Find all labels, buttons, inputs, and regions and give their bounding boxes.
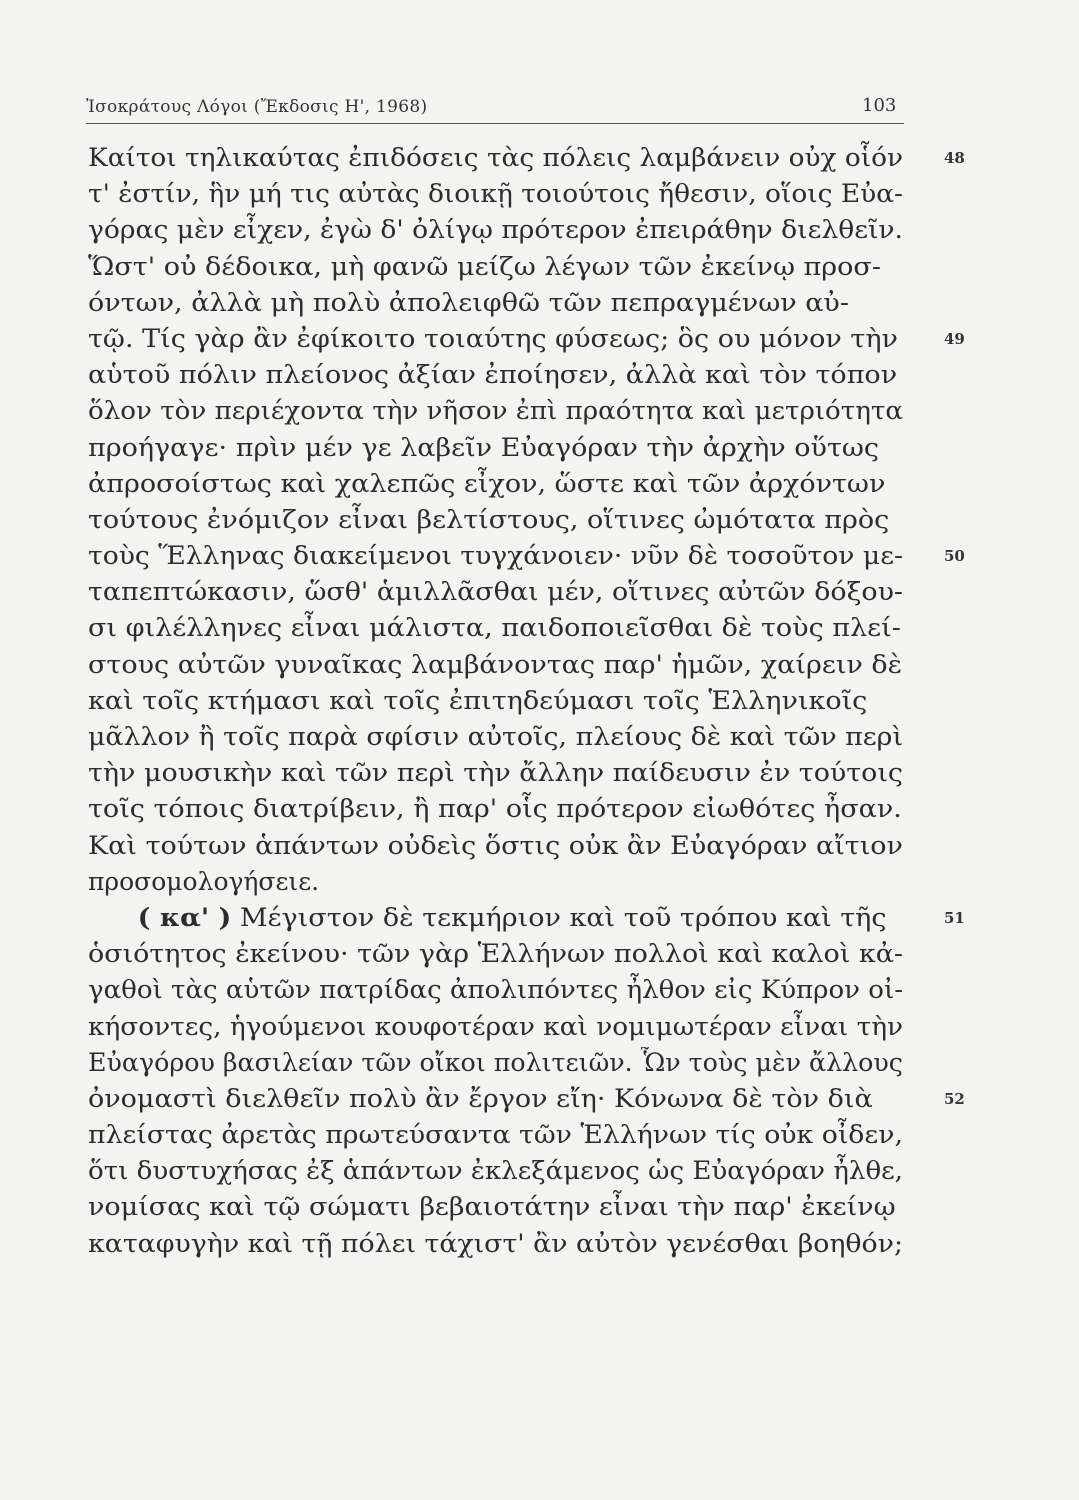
text-line-content	[88, 574, 903, 610]
line-text: ὅλον τὸν περιέχοντα τὴν νῆσον ἐπὶ πραότητα καὶ μετριότητα	[88, 396, 903, 426]
text-line	[88, 393, 918, 429]
text-line-content	[88, 1009, 903, 1045]
text-line	[88, 1081, 965, 1117]
line-text: γόρας μὲν εἶχεν, ἐγὼ δ' ὀλίγῳ πρότερον ἐπειράθην διελθεῖν.	[88, 215, 903, 245]
text-line	[88, 755, 918, 791]
text-line-content	[88, 791, 902, 827]
text-line	[88, 1189, 918, 1225]
text-line-content	[88, 900, 886, 936]
line-text: Εὐαγόρου βασιλείαν τῶν οἴκοι πολιτειῶν. Ὧν τοὺς μὲν ἄλλους	[88, 1047, 903, 1077]
line-text: Καὶ τούτων ἁπάντων οὐδεὶς ὅστις οὐκ ἂν Εὐαγόραν αἴτιον	[88, 830, 903, 860]
line-text: γαθοὶ τὰς αὑτῶν πατρίδας ἀπολιπόντες ἦλθον εἰς Κύπρον οἰ-	[88, 975, 904, 1005]
text-line	[88, 828, 918, 864]
text-line	[88, 791, 918, 827]
text-line	[88, 900, 965, 936]
line-text: όντων, ἀλλὰ μὴ πολὺ ἀπολειφθῶ τῶν πεπραγμένων αὐ-	[88, 287, 849, 317]
running-header-title: Ἰσοκράτους Λόγοι (Ἔκδοσις Η', 1968)	[86, 97, 428, 117]
text-line	[88, 1009, 918, 1045]
text-line	[88, 610, 918, 646]
margin-section-number: 48	[944, 149, 965, 167]
text-line	[88, 176, 918, 212]
text-line-content	[88, 321, 898, 357]
line-text: σι φιλέλληνες εἶναι μάλιστα, παιδοποιεῖσθαι δὲ τοὺς πλεί-	[88, 613, 901, 643]
line-text: τοῖς τόποις διατρίβειν, ἢ παρ' οἷς πρότερον εἰωθότες ἦσαν.	[88, 794, 902, 824]
text-line	[88, 1117, 918, 1153]
line-text: ὅτι δυστυχήσας ἐξ ἁπάντων ἐκλεξάμενος ὡς Εὐαγόραν ἦλθε,	[88, 1156, 903, 1186]
text-line-content	[88, 1153, 903, 1189]
text-line	[88, 249, 918, 285]
text-line	[88, 430, 918, 466]
body-text	[88, 140, 965, 1262]
line-text: προσομολογήσειε.	[88, 866, 320, 896]
line-text: πλείστας ἀρετὰς πρωτεύσαντα τῶν Ἑλλήνων τίς οὐκ οἶδεν,	[88, 1120, 903, 1150]
text-line	[88, 647, 918, 683]
text-line-content	[88, 719, 903, 755]
text-line-content	[88, 1226, 903, 1262]
line-text: Μέγιστον δὲ τεκμήριον καὶ τοῦ τρόπου καὶ τῆς	[239, 902, 887, 932]
line-text: ἀπροσοίστως καὶ χαλεπῶς εἶχον, ὥστε καὶ τῶν ἀρχόντων	[88, 468, 886, 498]
line-text: στους αὐτῶν γυναῖκας λαμβάνοντας παρ' ἡμῶν, χαίρειν δὲ	[88, 649, 903, 679]
text-line	[88, 574, 918, 610]
line-text: τὴν μουσικὴν καὶ τῶν περὶ τὴν ἄλλην παίδευσιν ἐν τούτοις	[88, 758, 904, 788]
text-line-content	[88, 430, 879, 466]
page-number: 103	[862, 95, 897, 116]
text-line	[88, 212, 918, 248]
text-line-content	[88, 357, 897, 393]
text-line-content	[88, 683, 867, 719]
line-text: αὑτοῦ πόλιν πλείονος ἀξίαν ἐποίησεν, ἀλλὰ καὶ τὸν τόπον	[88, 360, 898, 390]
text-line-content	[88, 466, 885, 502]
text-line-content	[88, 828, 903, 864]
line-text: μᾶλλον ἢ τοῖς παρὰ σφίσιν αὐτοῖς, πλείους δὲ καὶ τῶν περὶ	[88, 722, 903, 751]
text-line	[88, 683, 918, 719]
line-text: τ' ἐστίν, ἣν μή τις αὐτὰς διοικῇ τοιούτοις ἤθεσιν, οἵοις Εὐα-	[88, 179, 903, 209]
text-line-content	[88, 1081, 873, 1117]
text-line	[88, 1153, 918, 1189]
text-line-content	[88, 502, 889, 538]
text-line-content	[88, 936, 903, 972]
line-text: κήσοντες, ἡγούμενοι κουφοτέραν καὶ νομιμωτέραν εἶναι τὴν	[88, 1011, 904, 1041]
line-text: νομίσας καὶ τῷ σώματι βεβαιοτάτην εἶναι τὴν παρ' ἐκείνῳ	[88, 1192, 896, 1222]
section-marker: ( κα' )	[137, 902, 232, 932]
text-line	[88, 719, 918, 755]
line-text: προήγαγε· πρὶν μέν γε λαβεῖν Εὐαγόραν τὴν ἀρχὴν οὕτως	[88, 432, 880, 462]
text-line-content	[88, 538, 903, 574]
margin-section-number: 52	[944, 1089, 965, 1108]
text-line	[88, 502, 918, 538]
text-line	[88, 285, 918, 321]
text-line-content	[88, 755, 903, 791]
text-line	[88, 936, 918, 972]
text-line-content	[88, 212, 903, 248]
header-rule	[86, 123, 904, 124]
margin-section-number: 51	[944, 908, 965, 927]
margin-section-number: 49	[944, 329, 965, 348]
text-line-content	[88, 647, 902, 683]
line-text: καὶ τοῖς κτήμασι καὶ τοῖς ἐπιτηδεύμασι τοῖς Ἑλληνικοῖς	[88, 685, 868, 715]
text-line	[88, 538, 965, 574]
text-line-content	[88, 1117, 903, 1153]
line-text: τῷ. Τίς γὰρ ἂν ἐφίκοιτο τοιαύτης φύσεως; ὃς ου μόνον τὴν	[88, 323, 898, 353]
text-line-content	[88, 140, 903, 176]
text-line-content	[88, 1045, 903, 1081]
text-line-content	[88, 285, 849, 321]
line-text: ταπεπτώκασιν, ὥσθ' ἁμιλλᾶσθαι μέν, οἵτινες αὐτῶν δόξου-	[88, 577, 904, 607]
text-line-content	[88, 176, 903, 212]
text-line-content	[88, 864, 319, 900]
text-line	[88, 466, 918, 502]
line-text: ὁσιότητος ἐκείνου· τῶν γὰρ Ἑλλήνων πολλοὶ καὶ καλοὶ κἀ-	[88, 939, 904, 969]
line-text: καταφυγὴν καὶ τῇ πόλει τάχιστ' ἂν αὐτὸν γενέσθαι βοηθόν;	[88, 1228, 904, 1258]
line-text: Ὥστ' οὐ δέδοικα, μὴ φανῶ μείζω λέγων τῶν ἐκείνῳ προσ-	[88, 251, 881, 281]
text-line-content	[88, 393, 903, 429]
line-text: ὀνομαστὶ διελθεῖν πολὺ ἂν ἔργον εἴη· Κόνωνα δὲ τὸν διὰ	[88, 1083, 873, 1113]
text-line-content	[88, 972, 903, 1008]
line-text: Καίτοι τηλικαύτας ἐπιδόσεις τὰς πόλεις λαμβάνειν οὐχ οἷόν	[88, 143, 904, 172]
line-text: τούτους ἐνόμιζον εἶναι βελτίστους, οἵτινες ὠμότατα πρὸς	[88, 504, 890, 534]
text-line	[88, 1045, 918, 1081]
text-line	[88, 321, 965, 357]
text-line-content	[88, 1189, 896, 1225]
text-line	[88, 972, 918, 1008]
text-line-content	[88, 610, 901, 646]
margin-section-number: 50	[944, 547, 965, 566]
line-text: τοὺς Ἕλληνας διακείμενοι τυγχάνοιεν· νῦν δὲ τοσοῦτον με-	[88, 541, 903, 571]
text-line	[88, 357, 918, 393]
text-line	[88, 864, 918, 900]
text-line-content	[88, 249, 881, 285]
text-line	[88, 1226, 918, 1262]
text-line	[88, 140, 965, 176]
